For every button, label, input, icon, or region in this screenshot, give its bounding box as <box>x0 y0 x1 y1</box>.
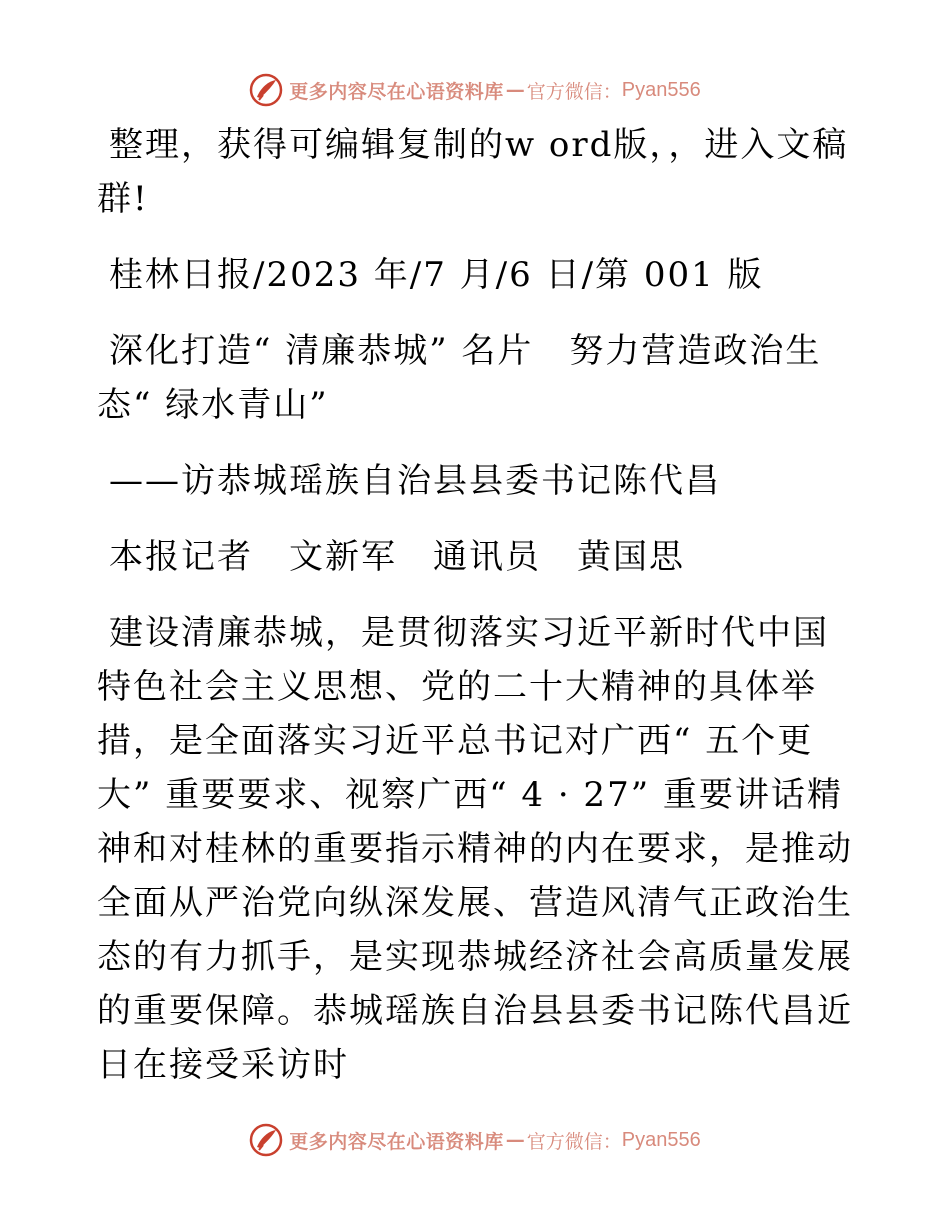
brand-logo-icon <box>249 73 283 107</box>
watermark-dash: — <box>505 1129 525 1151</box>
footer-watermark <box>0 1120 950 1160</box>
body-paragraph: 建设清廉恭城，是贯彻落实习近平新时代中国特色社会主义思想、党的二十大精神的具体举措，是全面落实习近平总书记对广西“ 五个更大” 重要要求、视察广西“ 4 · 27” 重要讲话精神和对桂林的重要指示精神的内在要求，是推动全面从严治党向纵深发展、营造风清气正政治生态的有力抓手，是实现恭城经济社会高质量发展的重要保障。恭城瑶族自治县县委书记陈代昌近日在接受采访时 <box>97 613 853 1085</box>
watermark-main-text: 更多内容尽在心语资料库 <box>289 1130 504 1153</box>
document-body <box>97 118 857 1092</box>
article-subtitle: ——访恭城瑶族自治县县委书记陈代昌 <box>109 461 721 501</box>
watermark-sub-text: 官方微信： <box>526 1130 622 1153</box>
header-watermark <box>0 70 950 110</box>
brand-logo-icon <box>249 1123 283 1157</box>
article-title: 深化打造“ 清廉恭城” 名片 努力营造政治生态“ 绿水青山” <box>97 331 822 425</box>
watermark-dash: — <box>505 79 525 101</box>
watermark-main-text: 更多内容尽在心语资料库 <box>289 80 504 103</box>
source-line: 桂林日报/2023 年/7 月/6 日/第 001 版 <box>109 255 764 295</box>
byline: 本报记者 文新军 通讯员 黄国思 <box>109 537 685 577</box>
watermark-wechat-id: Pyan556 <box>621 78 701 101</box>
watermark-wechat-id: Pyan556 <box>621 1128 701 1151</box>
watermark-sub-text: 官方微信： <box>526 80 622 103</box>
intro-paragraph: 整理，获得可编辑复制的w ord版，，进入文稿群! <box>97 125 849 219</box>
